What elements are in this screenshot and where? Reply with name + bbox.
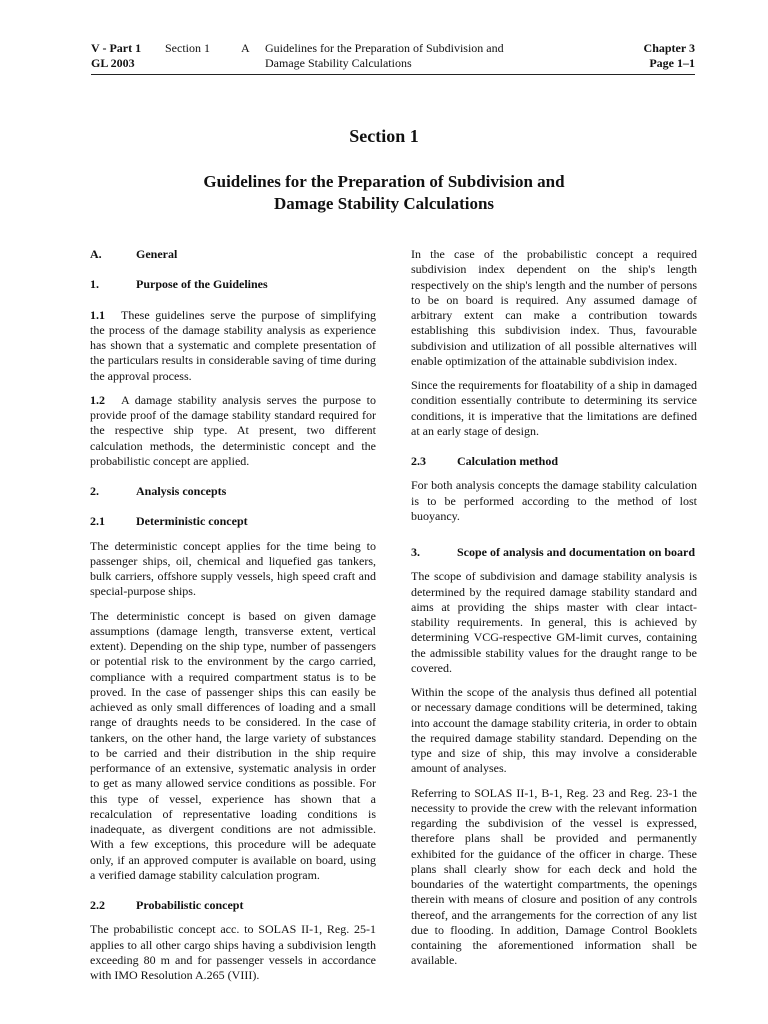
heading-number: 1. bbox=[90, 277, 99, 292]
header-letter: A bbox=[241, 41, 250, 55]
paragraph-text: These guidelines serve the purpose of simplifying the process of the damage stability analysis as experience has shown that a systematic and complete presentation of the particulars results in considerable saving of time during the approval process. bbox=[90, 307, 376, 383]
header-title-line1: Guidelines for the Preparation of Subdivision and bbox=[265, 41, 504, 55]
heading-text: General bbox=[136, 247, 178, 261]
header-chapter-page bbox=[644, 41, 695, 71]
heading-number: 3. bbox=[411, 545, 420, 559]
paragraph-deterministic-2: The deterministic concept is based on given damage assumptions (damage length, transverse extent, vertical extent). Depending on the ship type, number of passengers or potential risk to the environment by the cargo carried, compliance with a required compartment status is to be proved. In the case of passenger ships this can easily be achieved as only small differences of loading and a small range of draughts needs to be considered. In the case of tankers, on the other hand, the large variety of substances to be carried and their distribution in the ship require performance of an extensive, systematic analysis in order to get as many allowed service conditions as possible. For this type of vessel, experience has shown that a recalculation of representative loading conditions is inadequate, as divergent conditions are not admissible. With a few exceptions, this procedure will be adequate only, if an approved computer is available on board, using a verified damage stability calculation program. bbox=[90, 608, 376, 882]
paragraph-number: 1.1 bbox=[90, 307, 105, 322]
paragraph-probabilistic-1: The probabilistic concept acc. to SOLAS II-1, Reg. 25-1 applies to all other cargo ships having a subdivision length exceeding 80 m and for passenger vessels in accordance with IMO Resolution A.265 (VIII). bbox=[90, 922, 376, 982]
header-part-info bbox=[91, 41, 141, 71]
right-column bbox=[411, 247, 697, 978]
heading-1 bbox=[90, 277, 376, 292]
paragraph-probabilistic-3: Since the requirements for floatability of a ship in damaged condition essentially contribute to determining its service conditions, it is imperative that the limitations are defined at an early stage of design. bbox=[411, 378, 697, 438]
heading-text: Scope of analysis and documentation on board bbox=[457, 545, 696, 559]
paragraph-scope-2: Within the scope of the analysis thus defined all potential or necessary damage conditions will be determined, taking into account the damage stability criteria, in order to obtain the required damage stability standard. Depending on the type and size of ship, this may involve a considerable amount of analyses. bbox=[411, 685, 697, 776]
heading-text: Analysis concepts bbox=[136, 484, 227, 498]
heading-2-3 bbox=[411, 454, 697, 469]
paragraph-probabilistic-2: In the case of the probabilistic concept a required subdivision index dependent on the ship's length respectively on the ship's length and the number of persons to be on board is required. Any assumed damage of arbitrary extent can make a contribution towards establishing this subdivision index. Thus, favourable subdivision and utilization of all possible alternatives will enable optimization of the attainable subdivision index. bbox=[411, 247, 697, 368]
header-chapter: Chapter 3 bbox=[643, 41, 695, 55]
heading-text: Deterministic concept bbox=[136, 514, 248, 529]
heading-number: 2. bbox=[90, 484, 99, 498]
paragraph-number: 1.2 bbox=[90, 392, 105, 407]
header-section: Section 1 bbox=[165, 41, 210, 55]
heading-number: A. bbox=[90, 247, 102, 261]
left-column bbox=[90, 247, 376, 992]
header-title bbox=[265, 41, 504, 71]
heading-a bbox=[90, 247, 376, 262]
paragraph-1-1 bbox=[90, 308, 376, 384]
header-title-line2: Damage Stability Calculations bbox=[265, 56, 412, 70]
document-title-line1: Guidelines for the Preparation of Subdivision and bbox=[203, 172, 565, 191]
heading-3 bbox=[411, 545, 697, 560]
header-edition: GL 2003 bbox=[91, 56, 135, 70]
heading-number: 2.3 bbox=[411, 454, 426, 468]
paragraph-scope-1: The scope of subdivision and damage stability analysis is determined by the required damage stability standard and aims at providing the ships master with clear intact-stability requirements. In general, this is achieved by determining VCG-respective GM-limit curves, containing the admissible stability values for the draught range to be covered. bbox=[411, 569, 697, 675]
heading-text: Probabilistic concept bbox=[136, 898, 244, 912]
document-title bbox=[0, 171, 768, 215]
section-title: Section 1 bbox=[349, 126, 419, 146]
paragraph-1-2 bbox=[90, 393, 376, 469]
heading-text: Purpose of the Guidelines bbox=[136, 277, 268, 292]
heading-number: 2.1 bbox=[90, 514, 105, 529]
header-page: Page 1–1 bbox=[649, 56, 695, 70]
header-part: V - Part 1 bbox=[91, 41, 142, 55]
heading-2 bbox=[90, 484, 376, 499]
heading-2-1 bbox=[90, 514, 376, 529]
paragraph-deterministic-1: The deterministic concept applies for the time being to passenger ships, oil, chemical and liquefied gas tankers, bulk carriers, offshore supply vessels, high speed craft and special-purpose ships. bbox=[90, 538, 376, 599]
paragraph-scope-3: Referring to SOLAS II-1, B-1, Reg. 23 and Reg. 23-1 the necessity to provide the crew with the relevant information regarding the subdivision of the vessel is expressed, therefore plans shall be provided and permanently exhibited for the guidance of the officer in charge. These plans shall clearly show for each deck and hold the boundaries of the watertight compartments, the openings therein with means of closure and position of any controls thereof, and the arrangements for the correction of any list due to flooding. In addition, Damage Control Booklets containing the aforementioned information shall be available. bbox=[411, 785, 697, 968]
header-rule bbox=[91, 74, 695, 75]
heading-2-2 bbox=[90, 898, 376, 913]
document-title-line2: Damage Stability Calculations bbox=[273, 194, 495, 213]
paragraph-text: A damage stability analysis serves the purpose to provide proof of the damage stability standard required for the respective ship type. At present, two different calculation methods, the deterministic concept and the probabilistic concept are applied. bbox=[90, 392, 376, 468]
heading-text: Calculation method bbox=[457, 454, 559, 468]
paragraph-calculation-method: For both analysis concepts the damage stability calculation is to be performed according to the method of lost buoyancy. bbox=[411, 478, 697, 523]
heading-number: 2.2 bbox=[90, 898, 105, 912]
